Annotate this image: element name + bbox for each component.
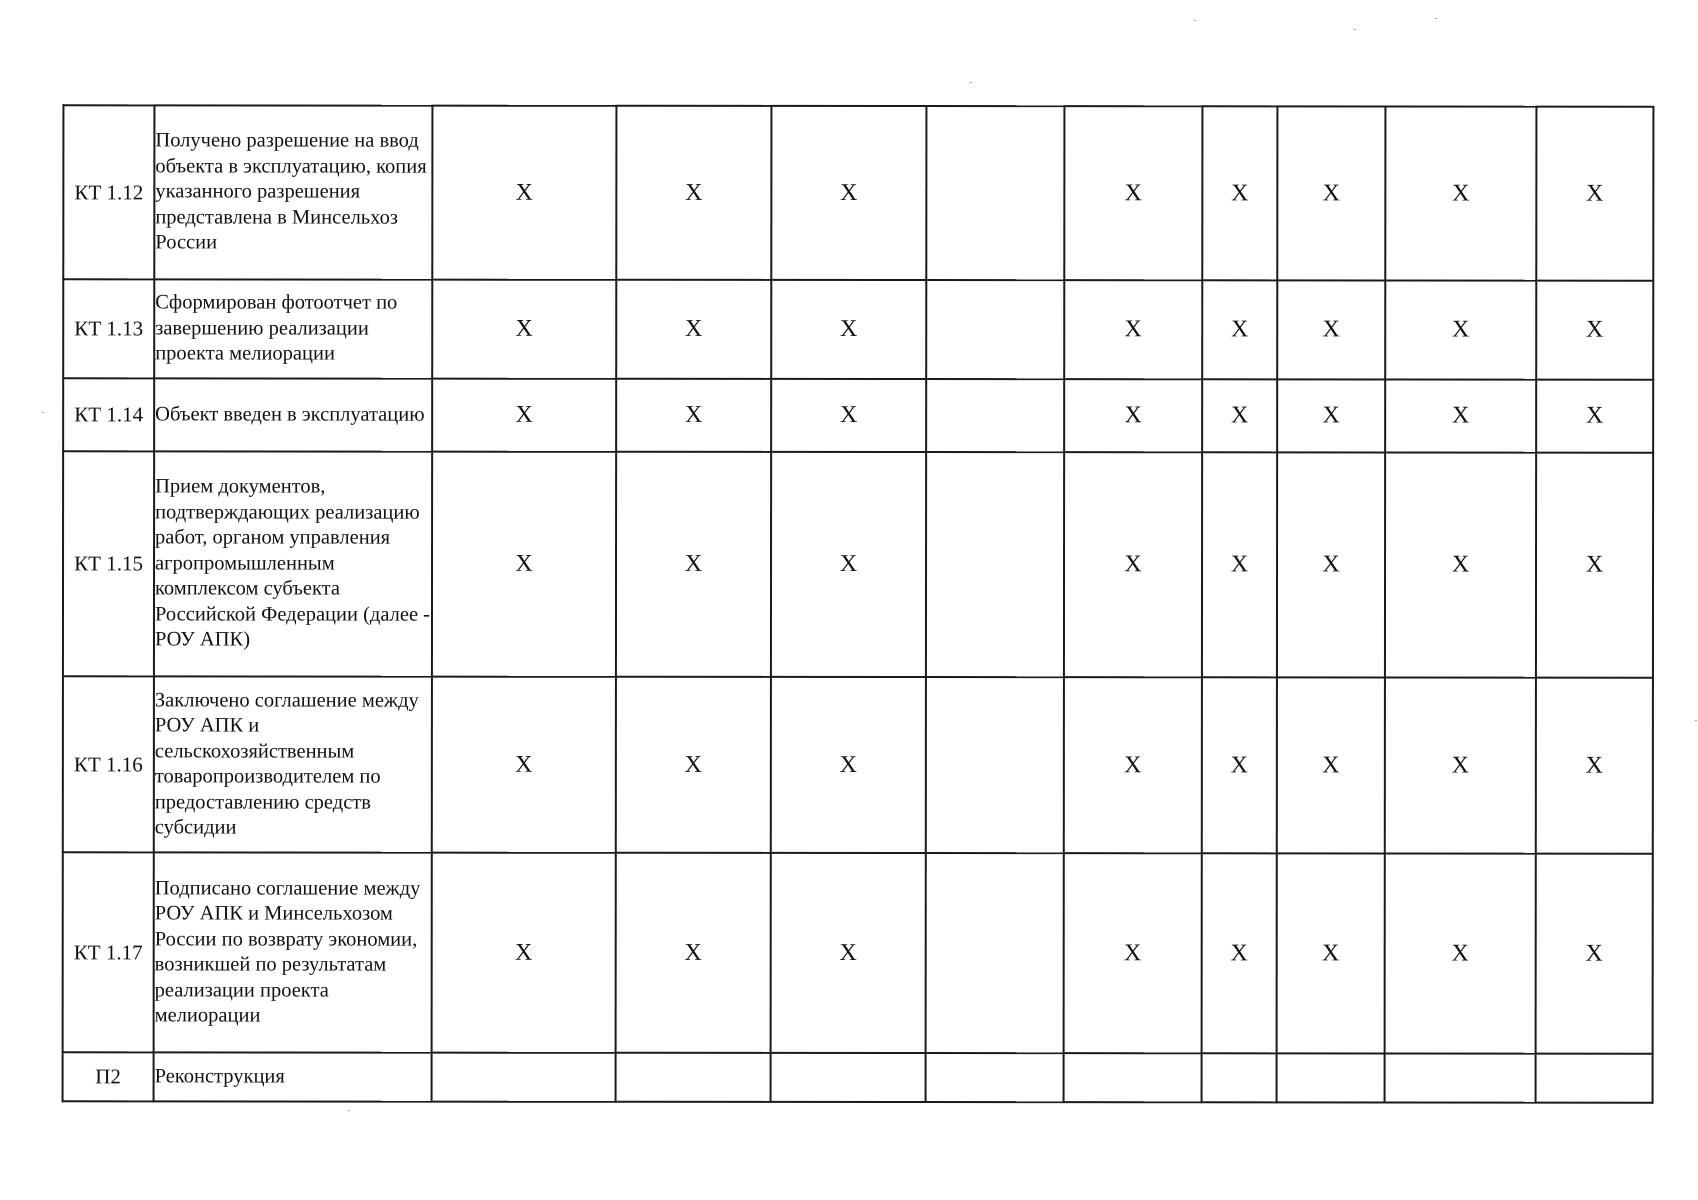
mark-cell: X xyxy=(1064,106,1202,280)
row-description: Получено разрешение на ввод объекта в эксплуатацию, копия указанного разрешения представлена в Минсельхоз России xyxy=(154,105,432,279)
scan-speck xyxy=(42,412,44,413)
mark-cell xyxy=(771,1053,926,1102)
mark-cell: X xyxy=(771,452,926,677)
row-description: Сформирован фотоотчет по завершению реализации проекта мелиорации xyxy=(154,279,432,378)
mark-cell: X xyxy=(1202,379,1277,452)
mark-cell: X xyxy=(1064,379,1202,452)
mark-cell: X xyxy=(1536,453,1653,678)
mark-cell: X xyxy=(1064,853,1202,1053)
mark-cell xyxy=(1064,1053,1202,1102)
table-row xyxy=(63,676,1653,853)
mark-cell: X xyxy=(1064,452,1202,677)
mark-cell xyxy=(1202,1053,1277,1102)
row-description: Реконструкция xyxy=(154,1052,432,1101)
row-code: КТ 1.13 xyxy=(63,279,154,378)
table-row xyxy=(63,279,1653,379)
mark-cell: X xyxy=(616,677,771,853)
mark-cell: X xyxy=(1385,379,1536,452)
row-code: КТ 1.16 xyxy=(63,676,154,852)
scan-speck xyxy=(1695,720,1697,721)
mark-cell: X xyxy=(1064,677,1202,853)
row-description: Подписано соглашение между РОУ АПК и Минсельхозом России по возврату экономии, возникшей по результатам реализации проекта мелиорации xyxy=(154,852,432,1052)
row-code: П2 xyxy=(63,1052,154,1101)
row-code: КТ 1.14 xyxy=(63,378,154,451)
mark-cell: X xyxy=(432,106,616,280)
mark-cell xyxy=(1277,1053,1385,1102)
mark-cell: X xyxy=(1385,280,1536,379)
mark-cell: X xyxy=(616,452,771,677)
mark-cell: X xyxy=(616,853,771,1053)
table-row xyxy=(63,451,1653,677)
table-row xyxy=(63,378,1653,452)
mark-cell: X xyxy=(1202,853,1277,1053)
mark-cell: X xyxy=(1385,853,1536,1053)
mark-cell: X xyxy=(1277,106,1385,280)
mark-cell: X xyxy=(1536,281,1653,380)
scan-speck xyxy=(1354,29,1356,30)
mark-cell xyxy=(926,853,1064,1053)
row-code: КТ 1.12 xyxy=(63,105,154,279)
mark-cell: X xyxy=(432,853,616,1053)
mark-cell: X xyxy=(1277,379,1385,452)
mark-cell xyxy=(926,379,1064,452)
mark-cell: X xyxy=(616,106,771,280)
mark-cell: X xyxy=(1202,677,1277,853)
mark-cell: X xyxy=(1385,106,1536,280)
checkpoint-table xyxy=(62,104,1655,1103)
mark-cell: X xyxy=(432,379,616,452)
mark-cell: X xyxy=(616,379,771,452)
row-description: Объект введен в эксплуатацию xyxy=(154,378,432,451)
row-code: КТ 1.15 xyxy=(63,451,154,676)
mark-cell: X xyxy=(1202,452,1277,677)
mark-cell: X xyxy=(1385,452,1536,677)
mark-cell: X xyxy=(771,106,926,280)
mark-cell: X xyxy=(1277,452,1385,677)
mark-cell xyxy=(926,280,1064,379)
table-row xyxy=(63,1052,1653,1102)
mark-cell: X xyxy=(1277,280,1385,379)
mark-cell xyxy=(616,1053,771,1102)
mark-cell xyxy=(432,1053,616,1102)
mark-cell xyxy=(1385,1053,1536,1102)
mark-cell: X xyxy=(432,677,616,853)
table-row xyxy=(63,852,1653,1053)
row-description: Прием документов, подтверждающих реализацию работ, органом управления агропромышленным комплексом субъекта Российской Федерации (далее - РОУ АПК) xyxy=(154,451,432,676)
mark-cell xyxy=(926,1053,1064,1102)
mark-cell xyxy=(1536,1054,1653,1103)
mark-cell xyxy=(926,677,1064,853)
mark-cell: X xyxy=(771,677,926,853)
mark-cell xyxy=(926,106,1064,280)
mark-cell: X xyxy=(1202,280,1277,379)
mark-cell: X xyxy=(771,280,926,379)
table-row xyxy=(63,105,1653,280)
mark-cell: X xyxy=(1536,678,1653,854)
row-code: КТ 1.17 xyxy=(63,852,154,1052)
mark-cell: X xyxy=(432,280,616,379)
mark-cell: X xyxy=(1277,677,1385,853)
mark-cell: X xyxy=(1277,853,1385,1053)
scan-speck xyxy=(1194,20,1196,21)
mark-cell: X xyxy=(771,853,926,1053)
scan-speck xyxy=(970,82,972,83)
scan-speck xyxy=(1435,18,1437,19)
mark-cell: X xyxy=(616,280,771,379)
mark-cell: X xyxy=(771,379,926,452)
mark-cell: X xyxy=(1536,380,1653,453)
mark-cell: X xyxy=(432,452,616,677)
mark-cell xyxy=(926,452,1064,677)
mark-cell: X xyxy=(1064,280,1202,379)
mark-cell: X xyxy=(1536,854,1653,1054)
scan-speck xyxy=(348,1110,350,1111)
mark-cell: X xyxy=(1385,677,1536,853)
mark-cell: X xyxy=(1202,106,1277,280)
row-description: Заключено соглашение между РОУ АПК и сельскохозяйственным товаропроизводителем по предоставлению средств субсидии xyxy=(154,676,432,852)
mark-cell: X xyxy=(1536,107,1653,281)
